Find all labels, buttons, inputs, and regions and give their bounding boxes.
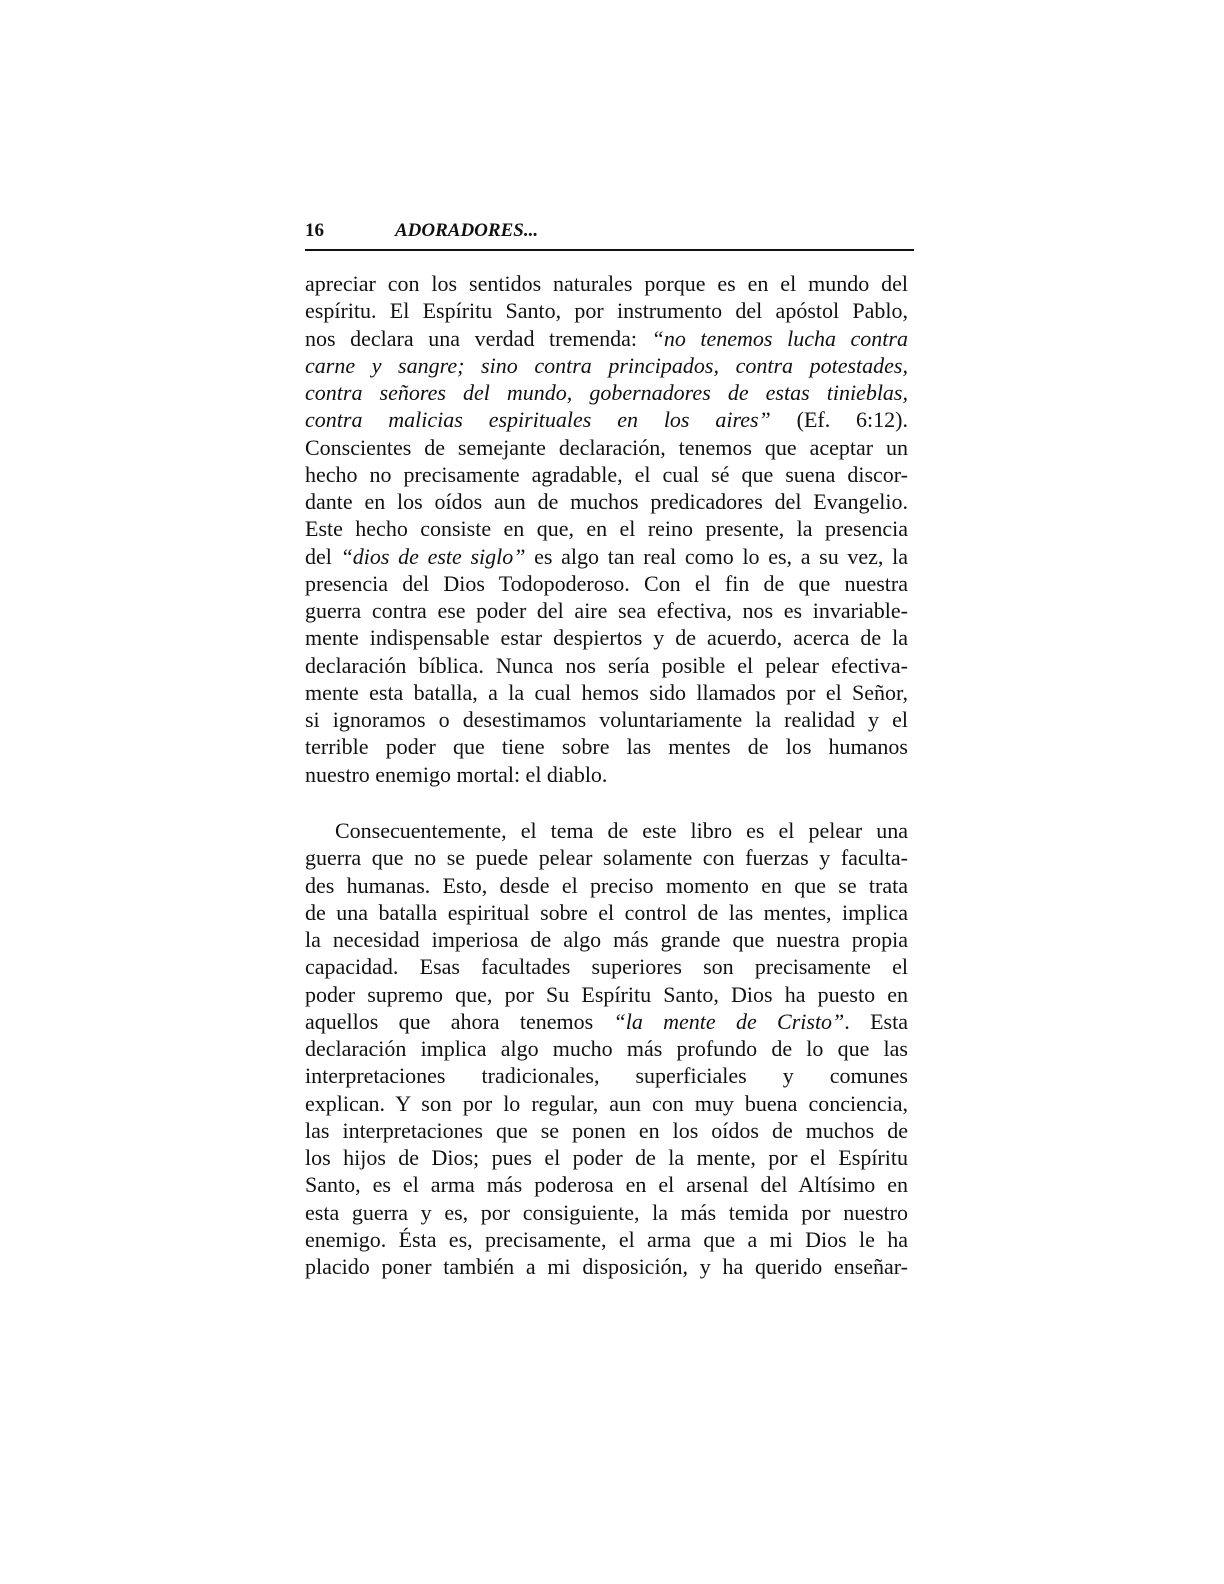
text-line: Conscientes de semejante declaración, tenemos que aceptar un xyxy=(305,434,908,460)
text-line: apreciar con los sentidos naturales porque es en el mundo del xyxy=(305,271,908,296)
running-title: ADORADORES... xyxy=(395,220,539,241)
bible-quote: contra malicias espirituales en los aires” xyxy=(305,407,771,433)
text-line: Santo, es el arma más poderosa en el arsenal del Altísimo en xyxy=(305,1172,908,1198)
page-number: 16 xyxy=(305,220,324,241)
text-line xyxy=(305,406,908,433)
text-line: guerra contra ese poder del aire sea efectiva, nos es invariable- xyxy=(305,598,908,623)
text-line: explican. Y son por lo regular, aun con muy buena conciencia, xyxy=(305,1090,908,1116)
text-line: poder supremo que, por Su Espíritu Santo, Dios ha puesto en xyxy=(305,981,908,1007)
text-line: placido poner también a mi disposición, y ha querido enseñar- xyxy=(305,1254,908,1279)
text-line: enemigo. Ésta es, precisamente, el arma que a mi Dios le ha xyxy=(305,1226,908,1252)
bible-quote: carne y sangre; sino contra principados, contra potestades, xyxy=(305,352,908,378)
text-line: los hijos de Dios; pues el poder de la mente, por el Espíritu xyxy=(305,1145,908,1170)
page-header xyxy=(305,219,914,251)
text-line: interpretaciones tradicionales, superficiales y comunes xyxy=(305,1063,908,1089)
text-line: mente esta batalla, a la cual hemos sido llamados por el Señor, xyxy=(305,679,908,705)
text-line: esta guerra y es, por consiguiente, la más temida por nuestro xyxy=(305,1199,908,1225)
bible-reference: (Ef. 6:12). xyxy=(770,407,908,433)
text-line: Este hecho consiste en que, en el reino presente, la presencia xyxy=(305,516,908,542)
paragraph-1 xyxy=(305,270,908,788)
text-line: las interpretaciones que se ponen en los oídos de muchos de xyxy=(305,1117,908,1143)
text-line: nos declara una verdad tremenda: “no tenemos lucha contra xyxy=(305,325,908,351)
text-line: terrible poder que tiene sobre las mentes de los humanos xyxy=(305,734,908,760)
bible-quote: “la mente de Cristo” xyxy=(613,1008,845,1034)
text-line: espíritu. El Espíritu Santo, por instrumento del apóstol Pablo, xyxy=(305,298,908,324)
text-line: des humanas. Esto, desde el preciso momento en que se trata xyxy=(305,872,908,898)
text-line: presencia del Dios Todopoderoso. Con el fin de que nuestra xyxy=(305,570,908,596)
bible-quote: “dios de este siglo” xyxy=(340,543,526,569)
text-line: guerra que no se puede pelear solamente con fuerzas y faculta- xyxy=(305,845,908,871)
bible-quote: “no tenemos lucha contra xyxy=(651,325,908,351)
paragraph-2 xyxy=(305,817,908,1280)
text-line: aquellos que ahora tenemos “la mente de Cristo”. Esta xyxy=(305,1008,908,1034)
text-line: capacidad. Esas facultades superiores son precisamente el xyxy=(305,954,908,980)
text-line: declaración bíblica. Nunca nos sería posible el pelear efectiva- xyxy=(305,652,908,678)
text-line: dante en los oídos aun de muchos predicadores del Evangelio. xyxy=(305,489,908,514)
bible-quote: contra señores del mundo, gobernadores de estas tinieblas, xyxy=(305,380,908,405)
text-line: Consecuentemente, el tema de este libro es el pelear una xyxy=(335,818,908,843)
text-line xyxy=(305,352,908,379)
text-line xyxy=(305,379,908,406)
text-line: si ignoramos o desestimamos voluntariamente la realidad y el xyxy=(305,707,908,732)
text-line: nuestro enemigo mortal: el diablo. xyxy=(305,761,608,787)
text-line: la necesidad imperiosa de algo más grande que nuestra propia xyxy=(305,927,908,952)
text-line: del “dios de este siglo” es algo tan real como lo es, a su vez, la xyxy=(305,543,908,569)
text-line: declaración implica algo mucho más profundo de lo que las xyxy=(305,1036,908,1061)
text-line: de una batalla espiritual sobre el control de las mentes, implica xyxy=(305,899,908,925)
text-line: mente indispensable estar despiertos y de acuerdo, acerca de la xyxy=(305,625,908,651)
text-line: hecho no precisamente agradable, el cual sé que suena discor- xyxy=(305,461,908,487)
